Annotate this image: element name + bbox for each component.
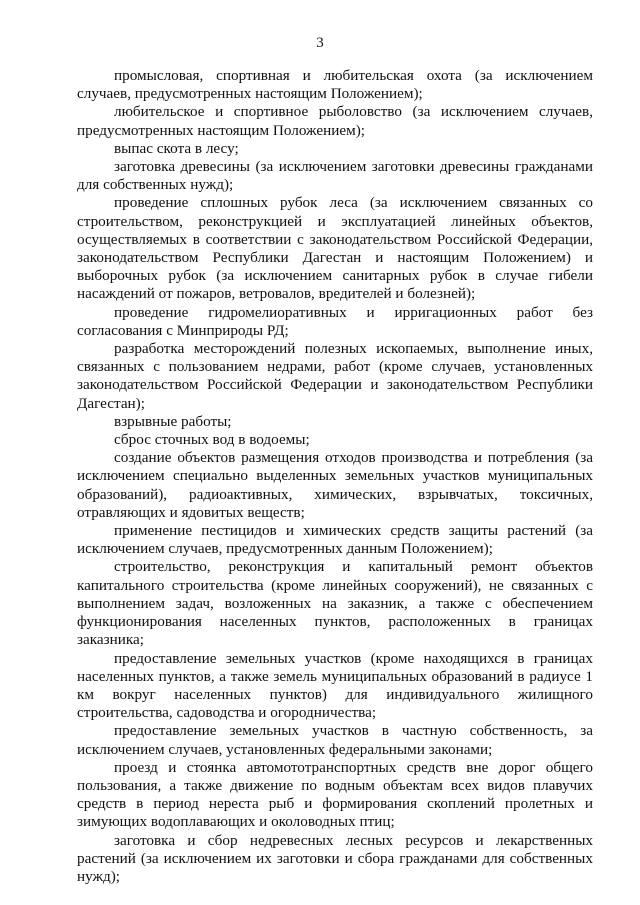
paragraph-timber-harvesting: заготовка древесины (за исключением заготовки древесины гражданами для собственных нужд); [77,158,593,194]
paragraph-private-ownership: предоставление земельных участков в частную собственность, за исключением случаев, установленных федеральными законами; [77,722,593,758]
paragraph-fishing: любительское и спортивное рыболовство (за исключением случаев, предусмотренных настоящим Положением); [77,103,593,139]
paragraph-construction: строительство, реконструкция и капитальный ремонт объектов капитального строительства (кроме линейных сооружений), не связанных с выполнением задач, возложенных на заказник, а также с обеспечением функционирования населенных пунктов, расположенных в границах заказника; [77,558,593,649]
paragraph-reclamation-works: проведение гидромелиоративных и ирригационных работ без согласования с Минприроды РД; [77,303,593,339]
paragraph-hunting: промысловая, спортивная и любительская охота (за исключением случаев, предусмотренных настоящим Положением); [77,67,593,103]
paragraph-mineral-deposits: разработка месторождений полезных ископаемых, выполнение иных, связанных с пользованием недрами, работ (кроме случаев, установленных законодательством Российской Федерации и законодательством Республики Дагестан); [77,340,593,412]
document-body [77,67,593,886]
paragraph-vehicles: проезд и стоянка автомототранспортных средств вне дорог общего пользования, а также движение по водным объектам всех видов плавучих средств в период нереста рыб и формирования скоплений пролетных и зимующих водоплавающих и околоводных птиц; [77,758,593,831]
page-number: 3 [316,35,324,51]
paragraph-forest-resources: заготовка и сбор недревесных лесных ресурсов и лекарственных растений (за исключением их заготовки и сбора гражданами для собственных нужд); [77,831,593,885]
paragraph-pesticides: применение пестицидов и химических средств защиты растений (за исключением случаев, предусмотренных данным Положением); [77,522,593,558]
paragraph-clear-cutting: проведение сплошных рубок леса (за исключением связанных со строительством, реконструкцией и эксплуатацией линейных объектов, осуществляемых в соответствии с законодательством Российской Федерации, законодательством Республики Дагестан и настоящим Положением) и выборочных рубок (за исключением санитарных рубок в случае гибели насаждений от пожаров, ветровалов, вредителей и болезней); [77,194,593,303]
paragraph-land-allocation: предоставление земельных участков (кроме находящихся в границах населенных пунктов, а также земель муниципальных образований в радиусе 1 км вокруг населенных пунктов) для индивидуального жилищного строительства, садоводства и огородничества; [77,649,593,722]
paragraph-waste-facilities: создание объектов размещения отходов производства и потребления (за исключением специально выделенных земельных участков муниципальных образований), радиоактивных, химических, взрывчатых, токсичных, отравляющих и ядовитых веществ; [77,449,593,521]
paragraph-blasting: взрывные работы; [114,412,232,430]
paragraph-wastewater: сброс сточных вод в водоемы; [114,431,310,449]
paragraph-grazing: выпас скота в лесу; [114,139,239,157]
